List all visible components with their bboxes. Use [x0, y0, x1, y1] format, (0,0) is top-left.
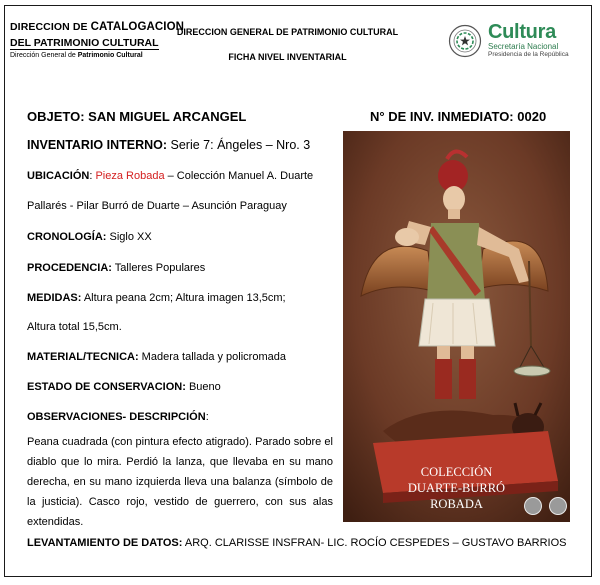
inventory-number: N° DE INV. INMEDIATO: 0020	[370, 109, 547, 124]
field-medidas: MEDIDAS: Altura peana 2cm; Altura imagen 13,5cm;	[27, 292, 286, 304]
field-medidas-cont: Altura total 15,5cm.	[27, 321, 122, 333]
caption-line-2: DUARTE-BURRÓ	[407, 481, 506, 495]
brand-subtitle-2: Presidencia de la República	[488, 51, 569, 58]
brand-name: Cultura	[488, 21, 556, 43]
watermark-badge-icon	[549, 497, 567, 515]
field-ubicacion-cont: Pallarés - Pilar Burró de Duarte – Asunción Paraguay	[27, 200, 287, 212]
caption-line-3: ROBADA	[430, 497, 483, 511]
header-title: DIRECCION GENERAL DE PATRIMONIO CULTURAL	[176, 27, 399, 37]
dept-line2: DEL PATRIMONIO CULTURAL	[10, 36, 159, 49]
field-inventario: INVENTARIO INTERNO: Serie 7: Ángeles – Nro. 3	[27, 138, 311, 152]
header-subtitle: FICHA NIVEL INVENTARIAL	[228, 52, 347, 62]
field-ubicacion: UBICACIÓN: Pieza Robada – Colección Manuel A. Duarte	[27, 170, 314, 182]
caption-line-1: COLECCIÓN	[420, 465, 493, 479]
watermark-badge-icon	[524, 497, 542, 515]
cultura-brand	[488, 22, 569, 59]
observaciones-text: Peana cuadrada (con pintura efecto atigrado). Parado sobre el diablo que lo mira. Perdió la lanza, que llevaba en su mano derecha, en su mano izquierda lleva una balanza (símbolo de la justicia). Casco rojo, vestido de guerrero, con sus alas extendidas.	[27, 436, 333, 528]
department-logo	[10, 22, 184, 59]
field-procedencia: PROCEDENCIA: Talleres Populares	[27, 262, 206, 274]
dept-line1: DIRECCION DE CATALOGACION	[10, 21, 185, 33]
field-levantamiento: LEVANTAMIENTO DE DATOS: ARQ. CLARISSE INSFRAN- LIC. ROCÍO CESPEDES – GUSTAVO BARRIOS	[27, 537, 567, 549]
brand-subtitle: Secretaría Nacional	[488, 42, 559, 51]
dept-line3: Dirección General de Patrimonio Cultural	[10, 52, 143, 59]
field-observaciones: OBSERVACIONES- DESCRIPCIÓN:	[27, 411, 209, 423]
field-cronologia: CRONOLOGÍA: Siglo XX	[27, 231, 152, 243]
status-stolen: Pieza Robada	[95, 170, 165, 182]
field-material: MATERIAL/TECNICA: Madera tallada y policromada	[27, 351, 286, 363]
national-seal-icon	[448, 24, 482, 58]
field-estado: ESTADO DE CONSERVACION: Bueno	[27, 381, 221, 393]
object-title: OBJETO: SAN MIGUEL ARCANGEL	[27, 109, 247, 124]
